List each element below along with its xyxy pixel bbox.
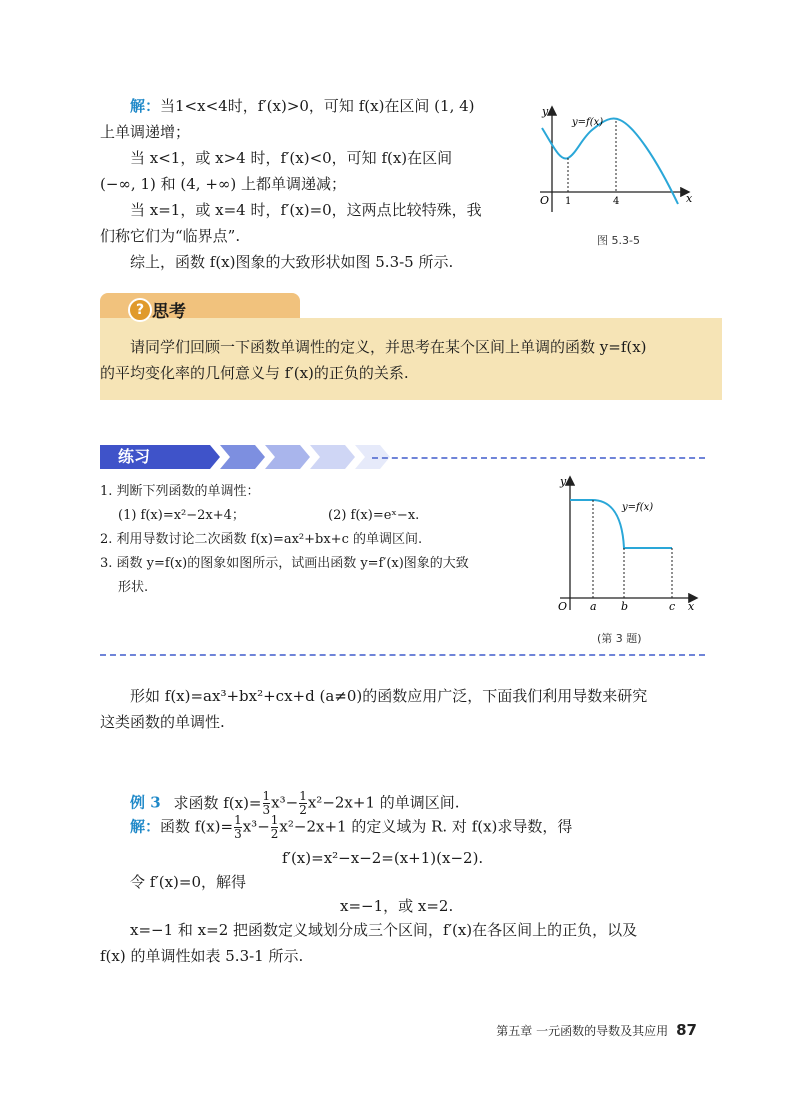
- figure-5-3-5: [530, 100, 710, 220]
- exercise-item-3-cont: 形状.: [118, 580, 149, 595]
- think-line-1: 请同学们回顾一下函数单调性的定义，并思考在某个区间上单调的函数 y=f(x): [130, 338, 647, 356]
- conclusion-line-2: f(x) 的单调性如表 5.3-1 所示.: [100, 947, 304, 965]
- solution3-mid: x³−: [242, 817, 270, 836]
- fraction-one-half: [271, 814, 279, 841]
- axis-label-x: x: [686, 192, 693, 205]
- function-label: y=f(x): [622, 502, 654, 513]
- frac-num: 1: [262, 789, 271, 803]
- frac-den: 3: [262, 803, 271, 817]
- exercise-top-divider: [372, 457, 705, 459]
- solution-line-7: 综上，函数 f(x)图象的大致形状如图 5.3-5 所示.: [130, 253, 454, 271]
- page-footer: [496, 1021, 697, 1039]
- example-mid: x³−: [271, 793, 299, 812]
- exercise-item-2: 2. 利用导数讨论二次函数 f(x)=ax²+bx+c 的单调区间.: [100, 532, 423, 547]
- exercise-bottom-divider: [100, 654, 705, 656]
- exercise-title: 练习: [118, 447, 151, 466]
- think-title: 思考: [152, 302, 186, 322]
- tick-label-1: 1: [565, 196, 572, 207]
- solution3-text: 函数 f(x)=: [160, 817, 234, 836]
- question-icon: ?: [128, 298, 152, 322]
- fraction-one-third: [234, 814, 242, 841]
- derivative-equation: f′(x)=x²−x−2=(x+1)(x−2).: [282, 849, 484, 867]
- example-text: 求函数 f(x)=: [173, 793, 262, 812]
- intro-line-1: 形如 f(x)=ax³+bx²+cx+d (a≠0)的函数应用广泛，下面我们利用导数来研究: [130, 687, 648, 705]
- exercise-item-3: 3. 函数 y=f(x)的图象如图所示，试画出函数 y=f′(x)图象的大致: [100, 556, 469, 571]
- example-tail: x²−2x+1 的单调区间.: [307, 793, 460, 812]
- conclusion-line-1: x=−1 和 x=2 把函数定义域划分成三个区间，f′(x)在各区间上的正负，以及: [130, 921, 638, 939]
- solution3-tail: x²−2x+1 的定义域为 R. 对 f(x)求导数，得: [279, 817, 573, 836]
- solution3-line-1: [130, 814, 572, 841]
- fraction-one-half: [299, 790, 307, 817]
- think-box: [100, 318, 722, 400]
- frac-den: 2: [299, 803, 307, 817]
- solution-line-6: 们称它们为“临界点”.: [100, 227, 241, 245]
- solution-line-2: 上单调递增；: [100, 123, 191, 141]
- figure-caption-1: 图 5.3-5: [597, 234, 640, 247]
- frac-num: 1: [234, 813, 242, 827]
- solution-line-1-text: 当1<x<4时，f′(x)>0，可知 f(x)在区间 (1, 4): [160, 97, 475, 115]
- tick-label-b: b: [621, 600, 629, 613]
- chapter-title: 第五章 一元函数的导数及其应用: [496, 1024, 669, 1038]
- solution-line-4: (−∞, 1) 和 (4, +∞) 上都单调递减；: [100, 175, 346, 193]
- axis-label-x: x: [688, 600, 695, 613]
- page-number: 87: [676, 1021, 697, 1039]
- exercise-item-1: 1. 判断下列函数的单调性：: [100, 484, 260, 499]
- fraction-one-third: [263, 790, 271, 817]
- frac-den: 2: [270, 827, 279, 841]
- solution3-label: 解：: [130, 817, 161, 836]
- origin-label: O: [540, 194, 550, 207]
- tick-label-a: a: [590, 600, 597, 613]
- tick-label-c: c: [669, 600, 676, 613]
- curve: [570, 500, 672, 548]
- origin-label: O: [558, 600, 568, 613]
- example-3: [130, 790, 460, 817]
- figure-q3: [550, 470, 710, 620]
- function-label: y=f(x): [572, 117, 604, 128]
- roots-equation: x=−1，或 x=2.: [340, 897, 454, 915]
- frac-den: 3: [234, 827, 242, 841]
- solution-line-1: [130, 96, 475, 116]
- think-line-2: 的平均变化率的几何意义与 f′(x)的正负的关系.: [100, 364, 409, 382]
- let-line: 令 f′(x)=0，解得: [130, 873, 247, 891]
- solution-line-3: 当 x<1，或 x>4 时，f′(x)<0，可知 f(x)在区间: [130, 149, 453, 167]
- axis-label-y: y: [542, 105, 549, 118]
- frac-num: 1: [270, 813, 279, 827]
- example-label: 例 3: [130, 793, 161, 812]
- curve: [542, 118, 678, 204]
- solution-label: 解：: [130, 97, 161, 115]
- exercise-item-1b: (2) f(x)=eˣ−x.: [328, 508, 420, 523]
- frac-num: 1: [299, 789, 307, 803]
- figure-caption-2: (第 3 题): [597, 632, 642, 645]
- exercise-item-1a: (1) f(x)=x²−2x+4；: [118, 508, 245, 523]
- tick-label-4: 4: [613, 196, 620, 207]
- intro-line-2: 这类函数的单调性.: [100, 713, 225, 731]
- solution-line-5: 当 x=1，或 x=4 时，f′(x)=0，这两点比较特殊，我: [130, 201, 482, 219]
- axis-label-y: y: [560, 475, 567, 488]
